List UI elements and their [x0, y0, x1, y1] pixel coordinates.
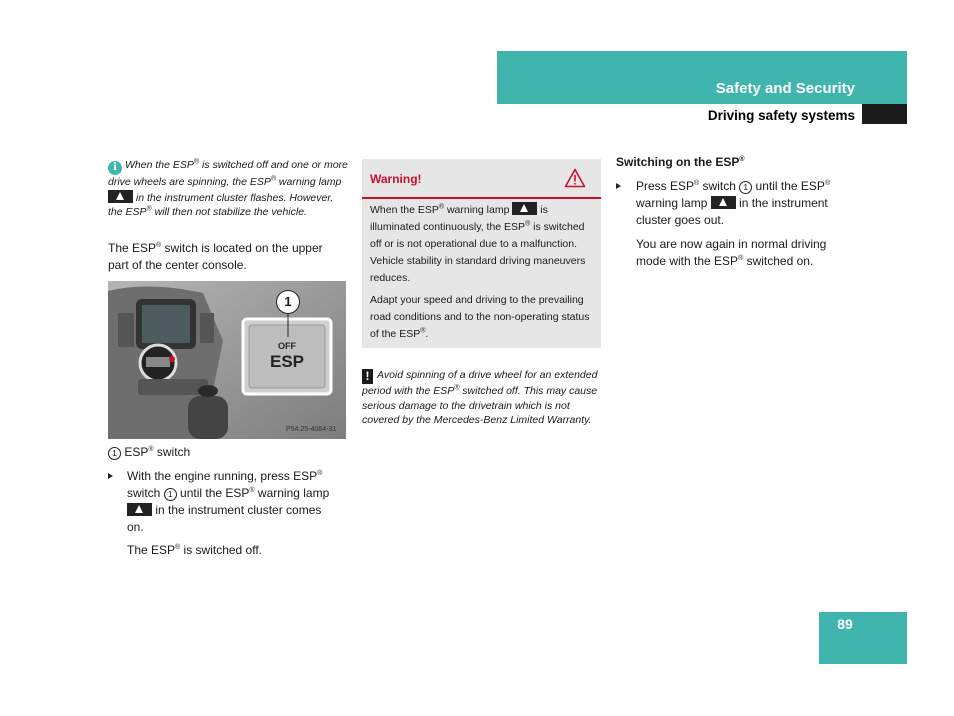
esp-warning-lamp-icon	[512, 202, 537, 215]
esp-button-label: ESP	[269, 352, 305, 371]
subsection-title: Driving safety systems	[707, 108, 855, 123]
warning-triangle-icon	[564, 168, 586, 188]
page-number: 89	[837, 616, 853, 632]
switch-off-step: With the engine running, press ESP® switch 1 until the ESP® warning lamp in the instrument cluster comes on.	[108, 468, 338, 536]
number-circle: 1	[164, 488, 177, 501]
subsection-marker	[862, 104, 907, 124]
section-title: Safety and Security	[715, 80, 855, 97]
info-note: i When the ESP® is switched off and one or more drive wheels are spinning, the ESP® warning lamp in the instrument cluster flashes. However, the ESP® will then not stabilize the vehicle.	[108, 158, 348, 218]
bullet-icon	[616, 183, 621, 189]
esp-warning-lamp-icon	[127, 503, 152, 516]
switch-off-result: The ESP® is switched off.	[127, 543, 263, 557]
warning-paragraph-2: Adapt your speed and driving to the prevailing road conditions and to the non-operating status of the ESP®.	[370, 294, 590, 340]
image-caption: 1 ESP® switch	[108, 444, 190, 461]
image-code: P54.25-4084-31	[286, 426, 337, 433]
number-circle: 1	[739, 181, 752, 194]
switch-on-result: You are now again in normal driving mode with the ESP® switched on.	[636, 237, 827, 268]
center-console-photo	[108, 281, 346, 439]
esp-warning-lamp-icon	[711, 196, 736, 209]
callout-1: 1	[276, 290, 300, 314]
esp-warning-lamp-icon	[108, 190, 133, 203]
location-paragraph: The ESP® switch is located on the upper part of the center console.	[108, 241, 323, 272]
switch-on-heading: Switching on the ESP®	[616, 155, 745, 169]
warning-divider	[362, 197, 601, 199]
bullet-icon	[108, 473, 113, 479]
warning-title: Warning!	[370, 172, 422, 186]
caution-icon: !	[362, 369, 373, 384]
warning-paragraph-1: When the ESP® warning lamp is illuminated continuously, the ESP® is switched off or is not operational due to a malfunction. Vehicle stability in standard driving maneuvers reduces.	[370, 203, 586, 284]
esp-button-off-label: OFF	[278, 341, 296, 351]
number-circle: 1	[108, 447, 121, 460]
switch-on-step: Press ESP® switch 1 until the ESP® warning lamp in the instrument cluster goes out.	[616, 178, 856, 229]
info-icon: i	[108, 161, 122, 175]
caution-note: ! Avoid spinning of a drive wheel for an extended period with the ESP® switched off. This may cause serious damage to the drivetrain which is not covered by the Mercedes-Benz Limited Warranty.	[362, 369, 598, 426]
